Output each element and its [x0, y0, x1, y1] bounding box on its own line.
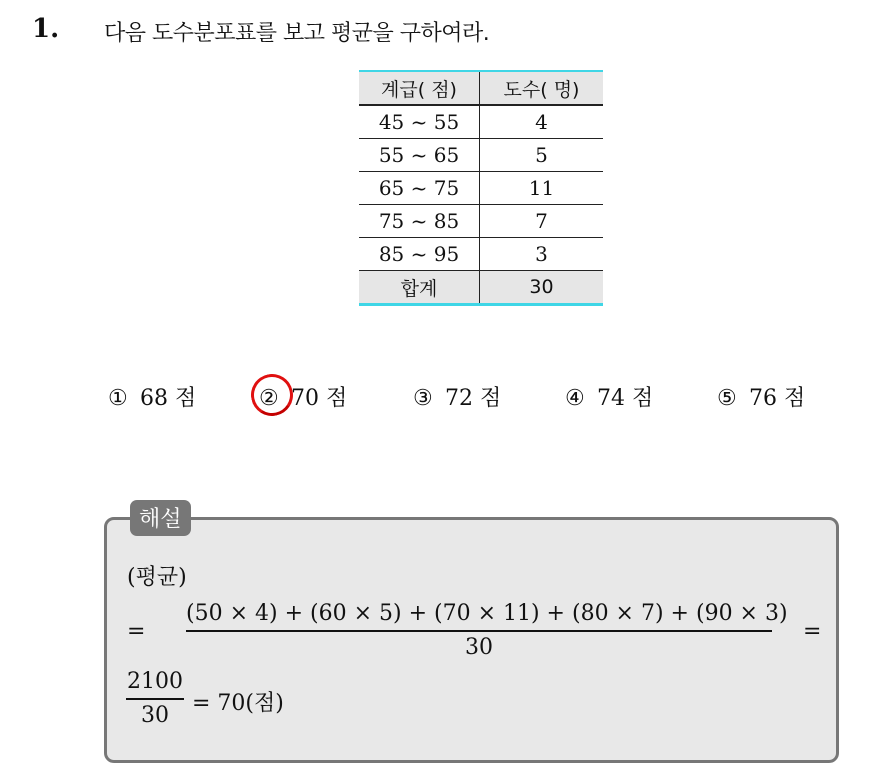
solution-fraction-main [186, 601, 788, 660]
table-row [359, 172, 603, 205]
table-cell-class: 65 ~ 75 [359, 172, 480, 205]
choice-label: 68 점 [140, 386, 197, 411]
table-cell-class: 75 ~ 85 [359, 205, 480, 238]
question-number: 1. [32, 14, 60, 44]
solution-line-mean: (평균) [127, 565, 187, 590]
table-cell-frequency: 7 [480, 205, 604, 238]
choice-label: 74 점 [597, 386, 654, 411]
table-cell-frequency: 5 [480, 139, 604, 172]
table-cell-class: 45 ~ 55 [359, 105, 480, 139]
table-total-row [359, 271, 603, 305]
table-cell-class: 85 ~ 95 [359, 238, 480, 271]
fraction-bar [126, 698, 184, 700]
solution-equals-2: = [803, 619, 822, 644]
fraction-numerator: 2100 [127, 669, 183, 694]
solution-label: 해설 [130, 500, 191, 536]
choice-5[interactable] [717, 381, 805, 412]
choice-marker: ③ [413, 386, 433, 411]
fraction-bar [186, 630, 772, 632]
table-header-row [359, 71, 603, 105]
question-text: 다음 도수분포표를 보고 평균을 구하여라. [104, 21, 490, 46]
table-cell-frequency: 11 [480, 172, 604, 205]
fraction-denominator: 30 [141, 702, 169, 728]
table-row [359, 105, 603, 139]
choice-label: 72 점 [445, 386, 502, 411]
solution-equals-1: = [127, 619, 146, 644]
table-cell-frequency: 4 [480, 105, 604, 139]
table-header-frequency: 도수( 명) [480, 71, 604, 105]
frequency-table [359, 70, 603, 306]
fraction-numerator: (50 × 4) + (60 × 5) + (70 × 11) + (80 × 7) + (90 × 3) [186, 601, 788, 626]
table-row [359, 238, 603, 271]
table-total-label: 합계 [359, 271, 480, 305]
solution-fraction-result [126, 669, 184, 728]
table-cell-frequency: 3 [480, 238, 604, 271]
choice-4[interactable] [565, 381, 653, 412]
fraction-denominator: 30 [465, 634, 493, 660]
choice-marker: ⑤ [717, 386, 737, 411]
table-cell-class: 55 ~ 65 [359, 139, 480, 172]
choice-marker: ④ [565, 386, 585, 411]
solution-result: = 70(점) [192, 691, 284, 716]
table-row [359, 205, 603, 238]
choice-1[interactable] [108, 381, 196, 412]
choice-marker: ① [108, 386, 128, 411]
choice-3[interactable] [413, 381, 501, 412]
table-row [359, 139, 603, 172]
table-header-class: 계급( 점) [359, 71, 480, 105]
answer-choices [0, 381, 884, 415]
choice-label: 76 점 [749, 386, 806, 411]
choice-marker: ② [259, 386, 279, 411]
table-total-value: 30 [480, 271, 604, 305]
choice-label: 70 점 [291, 386, 348, 411]
